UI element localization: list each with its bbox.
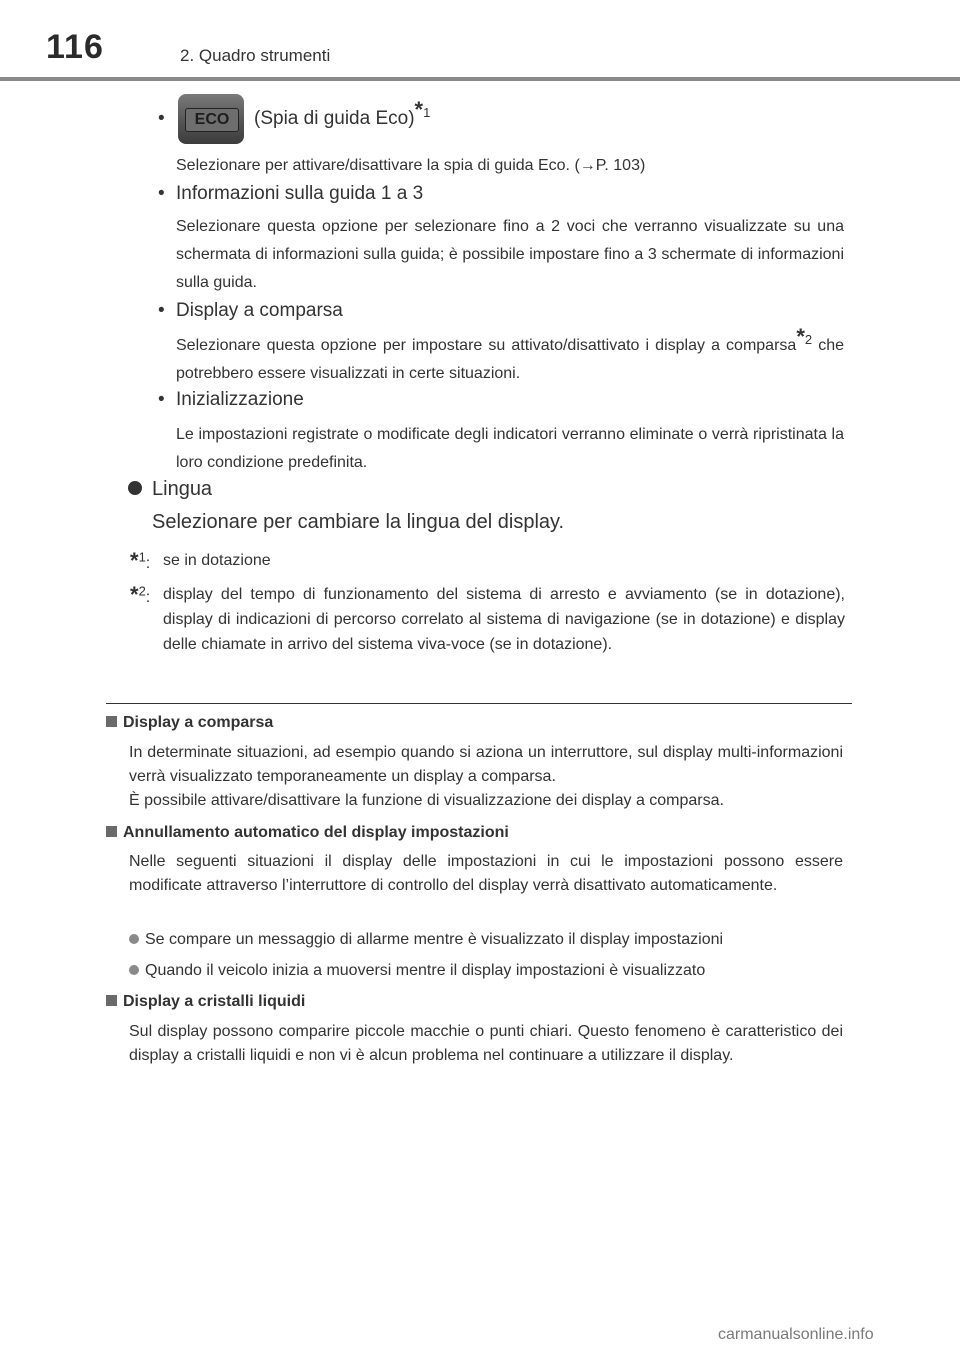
page-number: 116 [46,28,104,66]
footnote-mark: * [130,548,139,573]
eco-icon [178,94,244,144]
note-title: Annullamento automatico del display impostazioni [123,824,509,841]
bullet: • [158,183,165,204]
bullet-circle-icon [129,934,139,944]
square-bullet-icon [106,995,117,1006]
note-body [129,741,843,813]
note-body [129,850,843,898]
footnote-text: se in dotazione [163,552,271,569]
option-description [176,323,844,388]
note-bullet [129,931,723,949]
option-description-text: Selezionare questa opzione per impostare su attivato/disattivato i display a comparsa [176,337,797,354]
bullet-circle-icon [128,481,142,495]
watermark: carmanualsonline.info [718,1326,874,1343]
note-paragraph: Sul display possono comparire piccole macchie o punti chiari. Questo fenomeno è caratteristico dei display a cristalli liquidi e non vi è alcun problema nel continuare a utilizzare il display. [129,1023,843,1064]
option-description: Selezionare per attivare/disattivare la spia di guida Eco. (→P. 103) [176,157,646,174]
note-bullet-text: Se compare un messaggio di allarme mentre è visualizzato il display impostazioni [145,931,724,948]
option-title: (Spia di guida Eco) [254,108,415,130]
note-paragraph: Nelle seguenti situazioni il display delle impostazioni in cui le impostazioni possono essere modificate attraverso l’interruttore di controllo del display verrà disattivato automaticamente. [129,853,843,894]
language-heading [128,478,212,501]
option-eco-indicator [158,94,430,144]
option-title: Inizializzazione [176,389,304,410]
note-paragraph: È possibile attivare/disattivare la funzione di visualizzazione dei display a comparsa. [129,792,724,809]
section-divider [106,703,852,704]
footnote-mark: * [796,323,805,349]
option-description: Le impostazioni registrate o modificate degli indicatori verranno eliminate o verrà ripristinata la loro condizione predefinita. [176,426,844,471]
bullet: • [158,389,165,410]
footnote-text: display del tempo di funzionamento del sistema di arresto e avviamento (se in dotazione), display di indicazioni di percorso correlato al sistema di navigazione (se in dotazione) e display delle chiamate in arrivo del sistema viva-voce (se in dotazione). [163,586,845,653]
note-title: Display a comparsa [123,714,274,731]
bullet: • [158,300,165,321]
square-bullet-icon [106,716,117,727]
note-bullet-text: Quando il veicolo inizia a muoversi mentre il display impostazioni è visualizzato [145,962,706,979]
note-title: Display a cristalli liquidi [123,993,306,1010]
option-description: Selezionare questa opzione per selezionare fino a 2 voci che verranno visualizzate su una schermata di informazioni sulla guida; è possibile impostare fino a 3 schermate di informazioni sulla guida. [176,218,844,291]
bullet: • [158,108,165,130]
footnote-1 [130,548,845,574]
footnote-mark: * [130,582,139,607]
option-title: Display a comparsa [176,300,343,321]
note-heading [106,714,273,732]
option-initialization [158,389,304,411]
note-body [129,1020,843,1068]
option-title: Informazioni sulla guida 1 a 3 [176,183,424,204]
footnote-ref: 1 [423,104,431,120]
footnote-sep: : [145,555,151,572]
footnote-mark: * [414,96,424,122]
footnote-label [130,548,150,576]
option-description-text: che potrebbero essere visualizzati in certe situazioni. [176,337,844,382]
note-heading [106,824,509,842]
bullet-circle-icon [129,965,139,975]
header-divider [0,77,960,81]
language-title: Lingua [152,478,213,500]
footnote-num: 1 [138,549,146,565]
language-description: Selezionare per cambiare la lingua del display. [152,511,565,533]
footnote-label [130,582,150,610]
option-drive-info [158,183,423,205]
footnote-ref: 2 [804,331,813,347]
note-paragraph: In determinate situazioni, ad esempio quando si aziona un interruttore, sul display multi-informazioni verrà visualizzato temporaneamente un display a comparsa. [129,744,843,785]
chapter-title: 2. Quadro strumenti [180,46,331,65]
footnote-num: 2 [138,583,146,599]
footnote-2 [130,582,845,682]
footnote-sep: : [145,589,151,606]
option-popup-display [158,300,343,322]
eco-icon-label: ECO [185,108,239,132]
square-bullet-icon [106,826,117,837]
page-header [0,0,960,80]
note-heading [106,993,305,1011]
note-bullet [129,962,705,980]
